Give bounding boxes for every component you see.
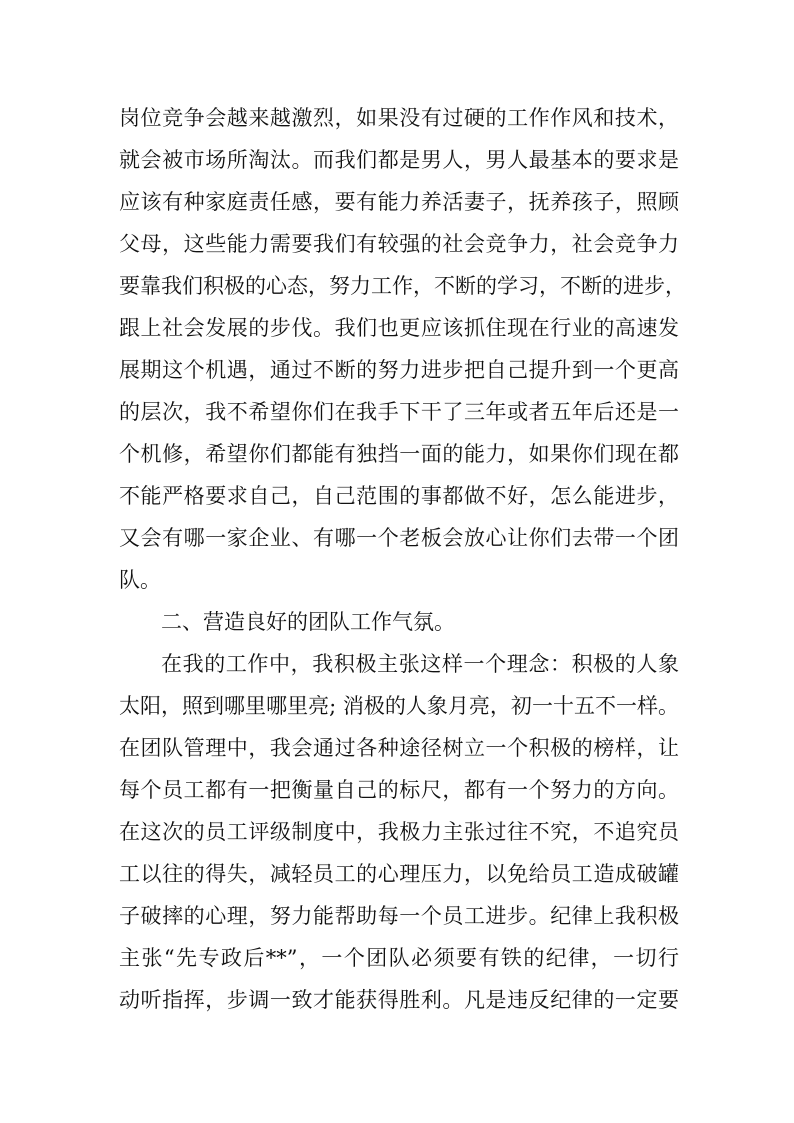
text-line-16: 在团队管理中，我会通过各种途径树立一个积极的榜样，让 — [119, 736, 679, 760]
text-line-3: 应该有种家庭责任感，要有能力养活妻子，抚养孩子，照顾 — [119, 190, 679, 214]
text-line-10: 不能严格要求自己，自己范围的事都做不好，怎么能进步， — [119, 484, 679, 508]
text-line-11: 又会有哪一家企业、有哪一个老板会放心让你们去带一个团 — [119, 526, 679, 550]
text-line-19: 工以往的得失，减轻员工的心理压力，以免给员工造成破罐 — [119, 862, 679, 886]
text-line-12: 队。 — [119, 568, 161, 592]
text-line-7: 展期这个机遇，通过不断的努力进步把自己提升到一个更高 — [119, 358, 679, 382]
text-line-22: 动听指挥，步调一致才能获得胜利。凡是违反纪律的一定要 — [119, 988, 679, 1012]
text-line-1: 岗位竞争会越来越激烈，如果没有过硬的工作作风和技术， — [119, 106, 679, 130]
text-line-5: 要靠我们积极的心态，努力工作，不断的学习，不断的进步， — [119, 274, 686, 298]
text-line-2: 就会被市场所淘汰。而我们都是男人，男人最基本的要求是 — [119, 148, 679, 172]
text-line-4: 父母，这些能力需要我们有较强的社会竞争力，社会竞争力 — [119, 232, 679, 256]
section-heading: 二、营造良好的团队工作气氛。 — [161, 610, 455, 634]
text-line-21: 主张“先专政后**”，一个团队必须要有铁的纪律，一切行 — [119, 946, 679, 970]
text-line-9: 个机修，希望你们都能有独挡一面的能力，如果你们现在都 — [119, 442, 679, 466]
text-line-20: 子破摔的心理，努力能帮助每一个员工进步。纪律上我积极 — [119, 904, 679, 928]
text-line-14: 在我的工作中，我积极主张这样一个理念：积极的人象 — [161, 652, 679, 676]
text-line-6: 跟上社会发展的步伐。我们也更应该抓住现在行业的高速发 — [119, 316, 679, 340]
document-body — [119, 97, 686, 1021]
text-line-18: 在这次的员工评级制度中，我极力主张过往不究，不追究员 — [119, 820, 679, 844]
text-line-8: 的层次，我不希望你们在我手下干了三年或者五年后还是一 — [119, 400, 679, 424]
text-line-17: 每个员工都有一把衡量自己的标尺，都有一个努力的方向。 — [119, 778, 679, 802]
text-line-15: 太阳，照到哪里哪里亮; 消极的人象月亮，初一十五不一样。 — [119, 694, 679, 718]
